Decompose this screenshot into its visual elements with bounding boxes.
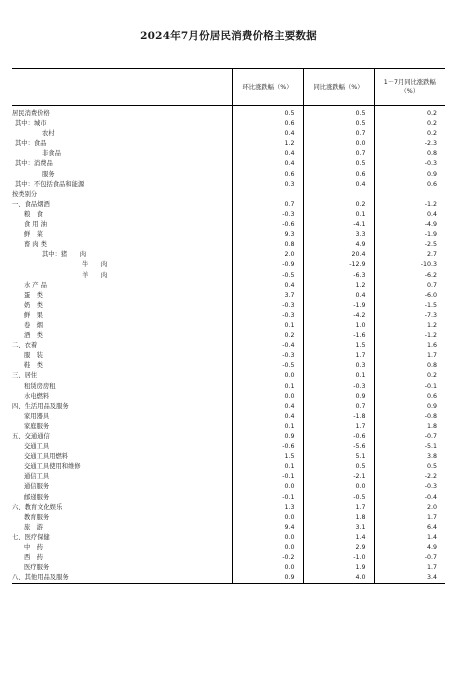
ytd-value: -0.8 [374,412,445,422]
row-label: 交通工具 [24,443,50,451]
ytd-value: 0.2 [374,119,445,129]
row-label: 其中：不包括食品和能源 [15,180,85,188]
yoy-value: 3.1 [303,523,374,533]
yoy-value: 1.9 [303,563,374,573]
mom-value: 0.0 [232,533,303,543]
mom-value: -0.3 [232,210,303,220]
table-row [12,482,445,492]
mom-value: 3.7 [232,291,303,301]
row-label-cell [12,523,232,533]
table-row [12,271,445,281]
row-label: 其中：城市 [15,120,47,128]
row-label: 二、衣着 [12,342,38,350]
ytd-value: 1.7 [374,513,445,523]
yoy-value: 4.0 [303,573,374,584]
row-label-cell [12,432,232,442]
row-label: 鞋 类 [24,362,43,370]
row-label: 通信工具 [24,473,50,481]
mom-value: -0.6 [232,220,303,230]
table-row [12,412,445,422]
header-ytd-yoy-change: 1－7月同比涨跌幅（%） [374,69,445,106]
row-label-cell [12,382,232,392]
row-label: 水 产 品 [24,281,47,289]
table-row [12,250,445,260]
row-label: 交通工具使用和维修 [24,463,81,471]
row-label-cell [12,210,232,220]
yoy-value: -5.6 [303,442,374,452]
row-label-cell [12,260,232,270]
mom-value: 1.3 [232,503,303,513]
mom-value: -0.6 [232,442,303,452]
row-label: 食 用 油 [24,221,47,229]
row-label: 西 药 [24,554,43,562]
yoy-value: 1.7 [303,422,374,432]
row-label: 旅 游 [24,523,43,531]
row-label: 粮 食 [24,210,43,218]
ytd-value: 4.9 [374,543,445,553]
row-label: 非食品 [42,150,61,158]
table-row [12,139,445,149]
yoy-value: 0.0 [303,139,374,149]
table-row [12,382,445,392]
row-label-cell [12,129,232,139]
row-label-cell [12,442,232,452]
row-label-cell [12,533,232,543]
ytd-value: -0.7 [374,553,445,563]
yoy-value: 4.9 [303,240,374,250]
data-table [12,68,445,584]
row-label-cell [12,139,232,149]
row-label-cell [12,250,232,260]
ytd-value: 1.4 [374,533,445,543]
table-row [12,452,445,462]
table-row [12,240,445,250]
row-label: 蛋 类 [24,291,43,299]
ytd-value: 0.6 [374,392,445,402]
row-label: 一、食品烟酒 [12,200,50,208]
row-label: 中 药 [24,544,43,552]
mom-value: 0.0 [232,543,303,553]
mom-value: 0.0 [232,392,303,402]
mom-value: 0.4 [232,402,303,412]
yoy-value: -0.3 [303,382,374,392]
ytd-value: 1.7 [374,351,445,361]
yoy-value: 0.1 [303,210,374,220]
row-label: 其中：食品 [15,140,47,148]
ytd-value: -1.9 [374,230,445,240]
ytd-value: 0.6 [374,180,445,190]
table-row [12,371,445,381]
row-label: 鲜 果 [24,311,43,319]
table-row [12,472,445,482]
row-label-cell [12,341,232,351]
ytd-value: -1.5 [374,301,445,311]
yoy-value: -1.6 [303,331,374,341]
ytd-value [374,190,445,200]
ytd-value: -0.1 [374,382,445,392]
cpi-table [12,68,445,584]
table-row [12,301,445,311]
yoy-value: 1.7 [303,351,374,361]
ytd-value: -0.3 [374,482,445,492]
row-label-cell [12,321,232,331]
ytd-value: 3.4 [374,573,445,584]
table-header [12,69,445,106]
mom-value: 0.1 [232,321,303,331]
table-row [12,503,445,513]
row-label: 其中：猪 肉 [42,251,87,259]
ytd-value: 2.7 [374,250,445,260]
ytd-value: 0.9 [374,170,445,180]
yoy-value: -1.0 [303,553,374,563]
ytd-value: -4.9 [374,220,445,230]
yoy-value: -0.6 [303,432,374,442]
table-row [12,180,445,190]
row-label-cell [12,392,232,402]
row-label-cell [12,503,232,513]
yoy-value: 1.5 [303,341,374,351]
ytd-value: 6.4 [374,523,445,533]
mom-value: 0.0 [232,563,303,573]
row-label: 七、医疗保健 [12,533,50,541]
table-row [12,533,445,543]
mom-value [232,190,303,200]
ytd-value: -6.0 [374,291,445,301]
row-label-cell [12,119,232,129]
ytd-value: 1.7 [374,563,445,573]
yoy-value: 0.7 [303,149,374,159]
yoy-value [303,190,374,200]
mom-value: 0.4 [232,129,303,139]
mom-value: 0.1 [232,462,303,472]
ytd-value: 0.8 [374,149,445,159]
ytd-value: 2.0 [374,503,445,513]
row-label: 教育服务 [24,513,50,521]
row-label-cell [12,412,232,422]
row-label-cell [12,462,232,472]
mom-value: 9.3 [232,230,303,240]
row-label: 通信服务 [24,483,50,491]
row-label-cell [12,563,232,573]
yoy-value: 20.4 [303,250,374,260]
yoy-value: 1.4 [303,533,374,543]
mom-value: -0.5 [232,271,303,281]
row-label: 八、其他用品及服务 [12,574,69,582]
row-label: 交通工具用燃料 [24,453,69,461]
mom-value: 0.2 [232,331,303,341]
row-label-cell [12,271,232,281]
table-row [12,119,445,129]
row-label-cell [12,543,232,553]
yoy-value: 1.0 [303,321,374,331]
ytd-value: -2.2 [374,472,445,482]
ytd-value: -0.3 [374,159,445,169]
yoy-value: 1.2 [303,281,374,291]
table-row [12,200,445,210]
mom-value: 0.4 [232,149,303,159]
table-row [12,442,445,452]
table-row [12,462,445,472]
yoy-value: 0.6 [303,170,374,180]
row-label: 酒 类 [24,332,43,340]
table-row [12,321,445,331]
mom-value: 0.7 [232,200,303,210]
ytd-value: -7.3 [374,311,445,321]
row-label-cell [12,230,232,240]
yoy-value: 0.1 [303,371,374,381]
mom-value: 0.0 [232,482,303,492]
yoy-value: 0.5 [303,119,374,129]
table-row [12,341,445,351]
ytd-value: 0.8 [374,361,445,371]
row-label-cell [12,553,232,563]
ytd-value: 1.8 [374,422,445,432]
mom-value: -0.1 [232,493,303,503]
mom-value: -0.4 [232,341,303,351]
yoy-value: -4.1 [303,220,374,230]
yoy-value: 0.5 [303,159,374,169]
row-label-cell [12,311,232,321]
table-row [12,543,445,553]
row-label: 四、生活用品及服务 [12,402,69,410]
mom-value: -0.3 [232,301,303,311]
mom-value: 0.9 [232,432,303,442]
table-row [12,402,445,412]
row-label-cell [12,422,232,432]
row-label: 奶 类 [24,301,43,309]
table-row [12,260,445,270]
ytd-value: 1.2 [374,321,445,331]
row-label-cell [12,402,232,412]
yoy-value: 0.0 [303,482,374,492]
row-label-cell [12,159,232,169]
table-row [12,331,445,341]
mom-value: 9.4 [232,523,303,533]
mom-value: 0.8 [232,240,303,250]
yoy-value: 0.4 [303,291,374,301]
yoy-value: -1.9 [303,301,374,311]
table-row [12,291,445,301]
row-label: 鲜 菜 [24,231,43,239]
mom-value: 0.4 [232,281,303,291]
row-label-cell [12,351,232,361]
ytd-value: 0.2 [374,371,445,381]
row-label: 五、交通通信 [12,433,50,440]
yoy-value: -6.3 [303,271,374,281]
ytd-value: -0.4 [374,493,445,503]
yoy-value: 0.2 [303,200,374,210]
row-label-cell [12,149,232,159]
table-body [12,106,445,584]
table-row [12,210,445,220]
table-row [12,351,445,361]
ytd-value: 0.9 [374,402,445,412]
row-label: 畜 肉 类 [24,241,47,249]
table-row [12,493,445,503]
mom-value: 0.4 [232,412,303,422]
row-label: 服 装 [24,352,43,360]
ytd-value: -2.5 [374,240,445,250]
row-label: 羊 肉 [82,271,108,279]
row-label-cell [12,190,232,200]
row-label: 卷 烟 [24,321,43,329]
row-label-cell [12,200,232,210]
row-label: 农村 [42,130,55,138]
row-label: 三、居住 [12,372,38,380]
mom-value: -0.3 [232,351,303,361]
row-label: 邮递服务 [24,493,50,501]
yoy-value: 0.5 [303,106,374,120]
table-row [12,422,445,432]
table-row [12,432,445,442]
row-label-cell [12,513,232,523]
yoy-value: 3.3 [303,230,374,240]
row-label-cell [12,371,232,381]
ytd-value: 3.8 [374,452,445,462]
row-label: 居民消费价格 [12,110,50,117]
header-item-column [12,69,232,106]
table-row [12,392,445,402]
table-row [12,281,445,291]
row-label: 水电燃料 [24,392,50,400]
table-row [12,230,445,240]
yoy-value: 0.7 [303,402,374,412]
row-label-cell [12,472,232,482]
yoy-value: -4.2 [303,311,374,321]
table-row [12,311,445,321]
yoy-value: 0.9 [303,392,374,402]
mom-value: 0.6 [232,170,303,180]
row-label: 家用器具 [24,412,50,420]
mom-value: 1.5 [232,452,303,462]
page-title: 2024年7月份居民消费价格主要数据 [140,30,317,42]
ytd-value: 0.4 [374,210,445,220]
yoy-value: 0.5 [303,462,374,472]
ytd-value: 1.6 [374,341,445,351]
table-row [12,523,445,533]
yoy-value: 2.9 [303,543,374,553]
yoy-value: 1.7 [303,503,374,513]
yoy-value: -2.1 [303,472,374,482]
table-row [12,106,445,120]
yoy-value: 1.8 [303,513,374,523]
row-label-cell [12,220,232,230]
row-label: 牛 肉 [82,261,108,269]
ytd-value: -6.2 [374,271,445,281]
mom-value: 0.1 [232,382,303,392]
row-label: 其中：消费品 [15,160,53,168]
table-row [12,170,445,180]
mom-value: 0.5 [232,106,303,120]
row-label: 六、教育文化娱乐 [12,503,63,511]
row-label: 医疗服务 [24,564,50,572]
mom-value: 0.9 [232,573,303,584]
yoy-value: -12.9 [303,260,374,270]
mom-value: 0.0 [232,513,303,523]
row-label-cell [12,291,232,301]
header-yoy-change: 同比涨跌幅（%） [303,69,374,106]
row-label: 租赁房房租 [24,382,56,390]
table-row [12,159,445,169]
mom-value: 0.0 [232,371,303,381]
table-row [12,220,445,230]
row-label-cell [12,331,232,341]
row-label-cell [12,240,232,250]
table-row [12,573,445,584]
row-label: 家庭服务 [24,422,50,430]
row-label-cell [12,301,232,311]
ytd-value: -5.1 [374,442,445,452]
table-row [12,361,445,371]
row-label-cell [12,493,232,503]
ytd-value: 0.2 [374,106,445,120]
table-row [12,553,445,563]
table-row [12,563,445,573]
row-label-cell [12,573,232,584]
mom-value: -0.3 [232,311,303,321]
table-row [12,129,445,139]
yoy-value: 5.1 [303,452,374,462]
table-row [12,190,445,200]
mom-value: -0.5 [232,361,303,371]
row-label-cell [12,482,232,492]
ytd-value: 0.5 [374,462,445,472]
yoy-value: -1.8 [303,412,374,422]
row-label: 按类别分 [12,190,38,198]
ytd-value: -10.3 [374,260,445,270]
row-label-cell [12,452,232,462]
ytd-value: -1.2 [374,200,445,210]
row-label-cell [12,180,232,190]
yoy-value: 0.3 [303,361,374,371]
mom-value: -0.2 [232,553,303,563]
row-label-cell [12,281,232,291]
yoy-value: 0.4 [303,180,374,190]
mom-value: 0.6 [232,119,303,129]
row-label-cell [12,170,232,180]
row-label: 服务 [42,170,55,178]
mom-value: 2.0 [232,250,303,260]
yoy-value: -0.5 [303,493,374,503]
row-label-cell [12,361,232,371]
mom-value: 0.1 [232,422,303,432]
ytd-value: 0.7 [374,281,445,291]
mom-value: -0.9 [232,260,303,270]
ytd-value: -0.7 [374,432,445,442]
row-label-cell [12,106,232,120]
mom-value: -0.1 [232,472,303,482]
ytd-value: -2.3 [374,139,445,149]
mom-value: 1.2 [232,139,303,149]
ytd-value: 0.2 [374,129,445,139]
mom-value: 0.4 [232,159,303,169]
table-row [12,149,445,159]
header-mom-change: 环比涨跌幅（%） [232,69,303,106]
ytd-value: -1.2 [374,331,445,341]
yoy-value: 0.7 [303,129,374,139]
table-row [12,513,445,523]
mom-value: 0.3 [232,180,303,190]
